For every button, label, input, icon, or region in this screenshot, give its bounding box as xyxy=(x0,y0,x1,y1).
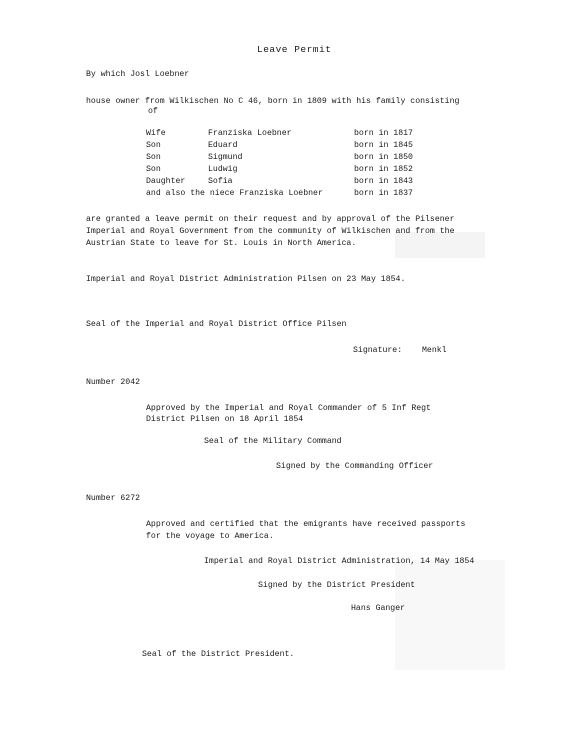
signed-commanding-officer: Signed by the Commanding Officer xyxy=(276,462,434,471)
signed-district-president: Signed by the District President xyxy=(258,581,416,590)
number-6272: Number 6272 xyxy=(86,494,141,503)
family-name: Sofia xyxy=(208,177,233,186)
grant-line-3: Austrian State to leave for St. Louis in North America. xyxy=(86,239,357,248)
bleed-through-mark xyxy=(395,560,505,670)
niece-born: born in 1837 xyxy=(354,189,413,198)
family-row-niece xyxy=(146,188,466,200)
family-relation: Son xyxy=(146,141,161,150)
family-row xyxy=(146,176,466,188)
seal-military: Seal of the Military Command xyxy=(204,437,342,446)
family-name: Sigmund xyxy=(208,153,243,162)
admin-line: Imperial and Royal District Administration, 14 May 1854 xyxy=(204,557,475,566)
seal-office: Seal of the Imperial and Royal District Office Pilsen xyxy=(86,320,347,329)
family-row xyxy=(146,152,466,164)
family-born: born in 1845 xyxy=(354,141,413,150)
district-line: Imperial and Royal District Administration Pilsen on 23 May 1854. xyxy=(86,275,406,284)
family-born: born in 1843 xyxy=(354,177,413,186)
approved-passports-line-2: for the voyage to America. xyxy=(146,532,274,541)
family-name: Franziska Loebner xyxy=(208,129,292,138)
family-name: Ludwig xyxy=(208,165,238,174)
family-relation: Son xyxy=(146,165,161,174)
family-born: born in 1852 xyxy=(354,165,413,174)
approved-passports-line-1: Approved and certified that the emigrants have received passports xyxy=(146,520,466,529)
family-row xyxy=(146,164,466,176)
family-relation: Wife xyxy=(146,129,166,138)
approved-commander-line-1: Approved by the Imperial and Royal Commander of 5 Inf Regt xyxy=(146,404,431,413)
signature-name: Menkl xyxy=(422,346,447,355)
niece-text: and also the niece Franziska Loebner xyxy=(146,189,323,198)
president-name: Hans Ganger xyxy=(351,604,406,613)
grant-line-1: are granted a leave permit on their request and by approval of the Pilsener xyxy=(86,215,455,224)
family-relation: Daughter xyxy=(146,177,186,186)
family-name: Eduard xyxy=(208,141,238,150)
seal-district-president: Seal of the District President. xyxy=(142,650,295,659)
family-relation: Son xyxy=(146,153,161,162)
house-line: house owner from Wilkischen No C 46, born in 1809 with his family consisting xyxy=(86,97,460,106)
page-title: Leave Permit xyxy=(257,44,332,55)
approved-commander-line-2: District Pilsen on 18 April 1854 xyxy=(146,415,304,424)
family-row xyxy=(146,140,466,152)
house-line-continued: of xyxy=(148,107,158,116)
grant-line-2: Imperial and Royal Government from the community of Wilkischen and from the xyxy=(86,227,455,236)
signature-label: Signature: xyxy=(353,346,403,355)
intro-line: By which Josl Loebner xyxy=(86,70,190,79)
family-list xyxy=(146,128,466,200)
family-born: born in 1850 xyxy=(354,153,413,162)
family-row xyxy=(146,128,466,140)
family-born: born in 1817 xyxy=(354,129,413,138)
number-2042: Number 2042 xyxy=(86,378,141,387)
